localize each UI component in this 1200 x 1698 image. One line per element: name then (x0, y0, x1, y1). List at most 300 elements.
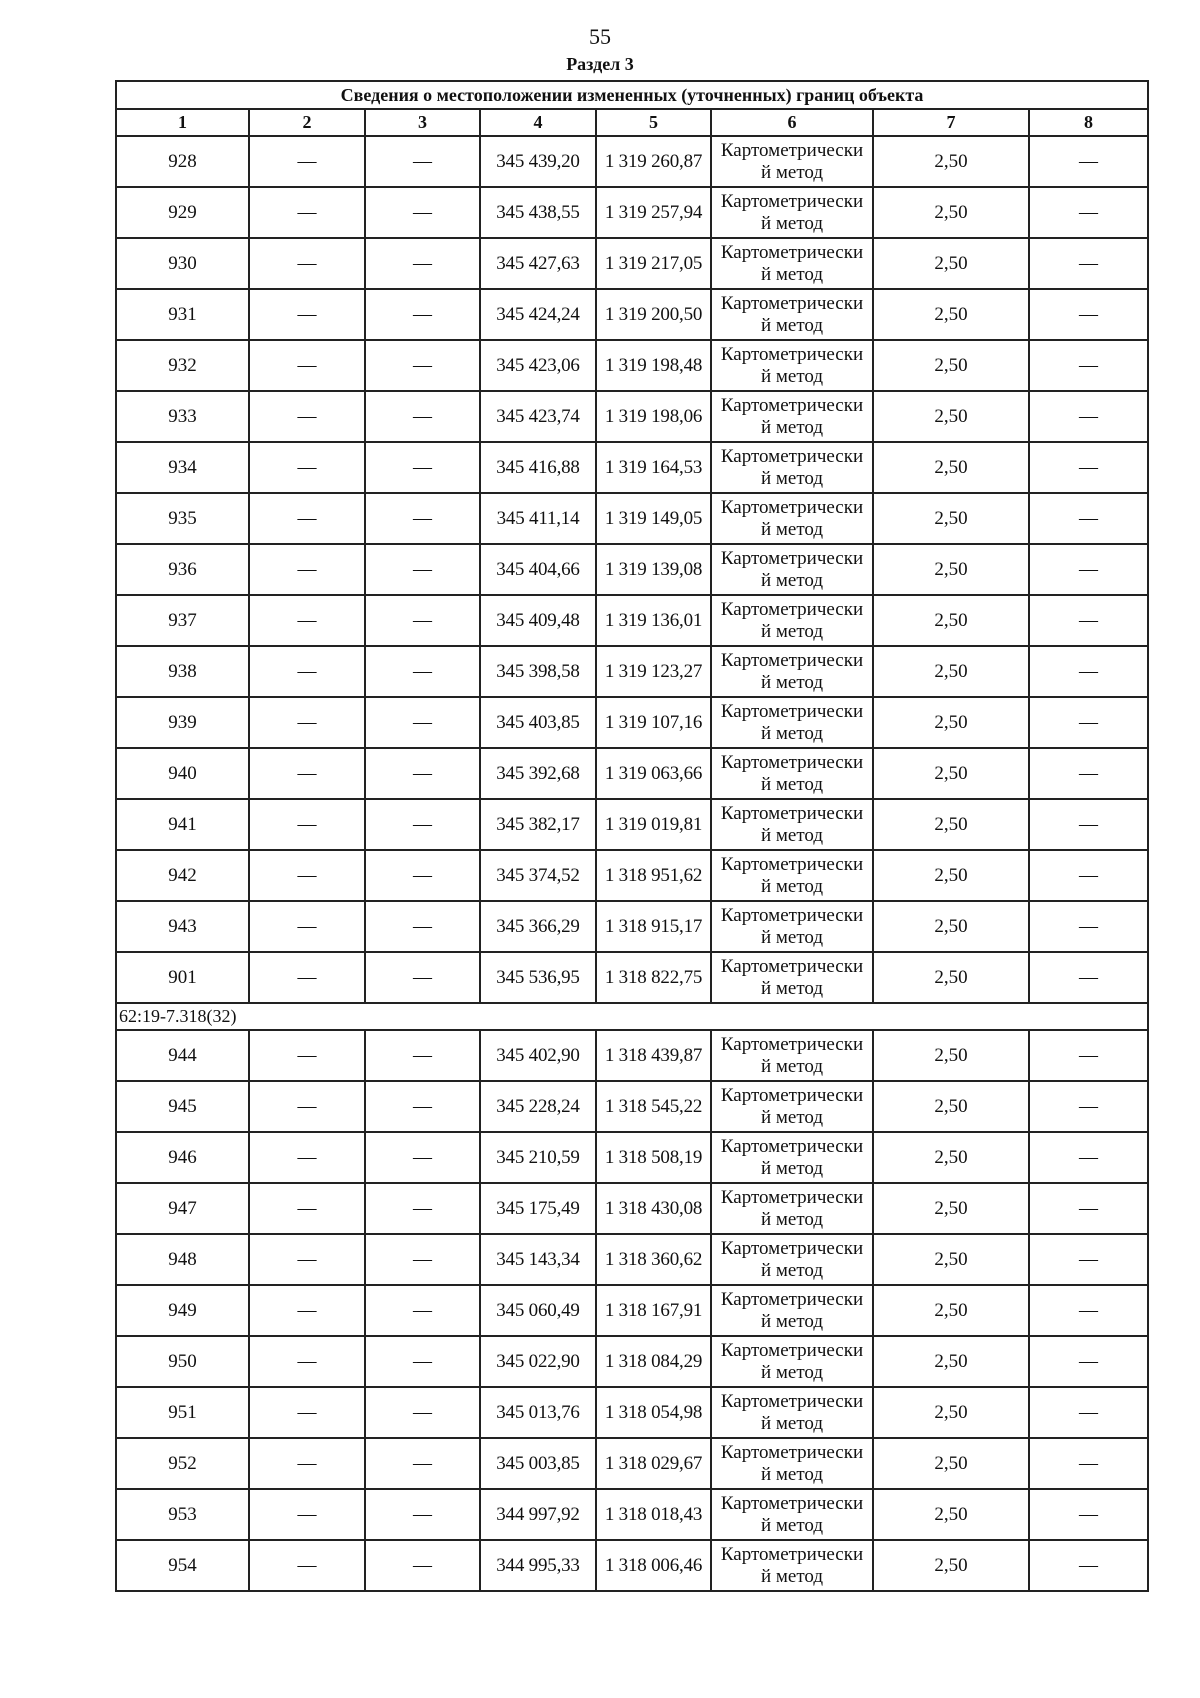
y-coordinate-cell: 1 319 164,53 (596, 442, 711, 493)
method-text-line: Картометрически (720, 1543, 864, 1565)
empty-cell: — (1029, 1285, 1148, 1336)
y-coordinate-cell: 1 318 822,75 (596, 952, 711, 1003)
method-text-line: й метод (760, 1412, 824, 1434)
point-number-cell: 948 (116, 1234, 249, 1285)
method-text-line: Картометрически (720, 1390, 864, 1412)
column-header: 2 (249, 109, 365, 136)
method-text-line: й метод (760, 926, 824, 948)
table-row (116, 850, 1148, 901)
column-header: 3 (365, 109, 480, 136)
empty-cell: — (249, 850, 365, 901)
empty-cell: — (249, 340, 365, 391)
accuracy-cell: 2,50 (873, 799, 1029, 850)
point-number-cell: 950 (116, 1336, 249, 1387)
method-text-line: Картометрически (720, 700, 864, 722)
x-coordinate-cell: 345 404,66 (480, 544, 596, 595)
section-title: Раздел 3 (566, 54, 634, 74)
y-coordinate-cell: 1 318 006,46 (596, 1540, 711, 1591)
accuracy-cell: 2,50 (873, 646, 1029, 697)
empty-cell: — (249, 1030, 365, 1081)
point-number-cell: 930 (116, 238, 249, 289)
point-number-cell: 945 (116, 1081, 249, 1132)
method-cell (711, 493, 873, 544)
x-coordinate-cell: 345 175,49 (480, 1183, 596, 1234)
method-text-line: Картометрически (720, 139, 864, 161)
empty-cell: — (249, 493, 365, 544)
column-header: 1 (116, 109, 249, 136)
point-number-cell: 934 (116, 442, 249, 493)
empty-cell: — (249, 748, 365, 799)
method-cell (711, 391, 873, 442)
method-cell (711, 850, 873, 901)
method-text-line: Картометрически (720, 649, 864, 671)
y-coordinate-cell: 1 318 084,29 (596, 1336, 711, 1387)
point-number-cell: 901 (116, 952, 249, 1003)
empty-cell: — (249, 1489, 365, 1540)
empty-cell: — (249, 1234, 365, 1285)
empty-cell: — (1029, 901, 1148, 952)
method-cell (711, 1132, 873, 1183)
accuracy-cell: 2,50 (873, 493, 1029, 544)
method-text-line: й метод (760, 1565, 824, 1587)
method-text-line: Картометрически (720, 1339, 864, 1361)
x-coordinate-cell: 345 060,49 (480, 1285, 596, 1336)
empty-cell: — (365, 493, 480, 544)
point-number-cell: 951 (116, 1387, 249, 1438)
method-text-line: Картометрически (720, 904, 864, 926)
empty-cell: — (1029, 289, 1148, 340)
y-coordinate-cell: 1 319 260,87 (596, 136, 711, 187)
x-coordinate-cell: 345 228,24 (480, 1081, 596, 1132)
method-text-line: Картометрически (720, 1492, 864, 1514)
empty-cell: — (365, 697, 480, 748)
table-row (116, 1081, 1148, 1132)
table-caption: Сведения о местоположении измененных (уточненных) границ объекта (116, 81, 1148, 109)
method-cell (711, 1336, 873, 1387)
empty-cell: — (1029, 187, 1148, 238)
method-cell (711, 646, 873, 697)
method-text-line: й метод (760, 620, 824, 642)
empty-cell: — (365, 187, 480, 238)
empty-cell: — (365, 901, 480, 952)
method-cell (711, 1234, 873, 1285)
method-cell (711, 799, 873, 850)
group-label-row (116, 1003, 1148, 1030)
empty-cell: — (249, 442, 365, 493)
empty-cell: — (249, 595, 365, 646)
method-cell (711, 1540, 873, 1591)
x-coordinate-cell: 345 427,63 (480, 238, 596, 289)
y-coordinate-cell: 1 318 545,22 (596, 1081, 711, 1132)
method-text-line: й метод (760, 1055, 824, 1077)
empty-cell: — (249, 238, 365, 289)
accuracy-cell: 2,50 (873, 1387, 1029, 1438)
empty-cell: — (1029, 136, 1148, 187)
x-coordinate-cell: 344 997,92 (480, 1489, 596, 1540)
table-row (116, 391, 1148, 442)
table-row (116, 136, 1148, 187)
point-number-cell: 936 (116, 544, 249, 595)
method-text-line: й метод (760, 314, 824, 336)
x-coordinate-cell: 345 438,55 (480, 187, 596, 238)
empty-cell: — (249, 136, 365, 187)
point-number-cell: 943 (116, 901, 249, 952)
point-number-cell: 939 (116, 697, 249, 748)
method-cell (711, 595, 873, 646)
point-number-cell: 947 (116, 1183, 249, 1234)
method-cell (711, 289, 873, 340)
table-row (116, 1030, 1148, 1081)
x-coordinate-cell: 345 366,29 (480, 901, 596, 952)
empty-cell: — (1029, 238, 1148, 289)
method-text-line: Картометрически (720, 1288, 864, 1310)
accuracy-cell: 2,50 (873, 136, 1029, 187)
method-cell (711, 748, 873, 799)
table-row (116, 289, 1148, 340)
empty-cell: — (365, 1081, 480, 1132)
x-coordinate-cell: 345 409,48 (480, 595, 596, 646)
table-row (116, 1438, 1148, 1489)
y-coordinate-cell: 1 319 107,16 (596, 697, 711, 748)
y-coordinate-cell: 1 319 149,05 (596, 493, 711, 544)
method-text-line: й метод (760, 1157, 824, 1179)
empty-cell: — (365, 1540, 480, 1591)
empty-cell: — (1029, 1030, 1148, 1081)
method-text-line: й метод (760, 161, 824, 183)
empty-cell: — (1029, 952, 1148, 1003)
empty-cell: — (1029, 1183, 1148, 1234)
method-text-line: й метод (760, 1310, 824, 1332)
empty-cell: — (365, 238, 480, 289)
method-text-line: Картометрически (720, 1441, 864, 1463)
x-coordinate-cell: 344 995,33 (480, 1540, 596, 1591)
empty-cell: — (249, 646, 365, 697)
method-cell (711, 697, 873, 748)
table-row (116, 1387, 1148, 1438)
accuracy-cell: 2,50 (873, 1234, 1029, 1285)
method-text-line: й метод (760, 1208, 824, 1230)
empty-cell: — (249, 544, 365, 595)
x-coordinate-cell: 345 398,58 (480, 646, 596, 697)
empty-cell: — (249, 799, 365, 850)
table-row (116, 238, 1148, 289)
x-coordinate-cell: 345 210,59 (480, 1132, 596, 1183)
x-coordinate-cell: 345 143,34 (480, 1234, 596, 1285)
empty-cell: — (249, 1387, 365, 1438)
empty-cell: — (365, 442, 480, 493)
method-cell (711, 187, 873, 238)
x-coordinate-cell: 345 536,95 (480, 952, 596, 1003)
empty-cell: — (249, 901, 365, 952)
y-coordinate-cell: 1 319 136,01 (596, 595, 711, 646)
cadastral-group-label: 62:19-7.318(32) (116, 1003, 1148, 1030)
empty-cell: — (365, 952, 480, 1003)
method-text-line: й метод (760, 569, 824, 591)
table-row (116, 1132, 1148, 1183)
method-text-line: й метод (760, 1361, 824, 1383)
table-row (116, 1285, 1148, 1336)
empty-cell: — (1029, 748, 1148, 799)
method-text-line: Картометрически (720, 955, 864, 977)
method-cell (711, 1387, 873, 1438)
empty-cell: — (365, 391, 480, 442)
accuracy-cell: 2,50 (873, 1336, 1029, 1387)
method-text-line: й метод (760, 467, 824, 489)
accuracy-cell: 2,50 (873, 544, 1029, 595)
accuracy-cell: 2,50 (873, 850, 1029, 901)
method-text-line: й метод (760, 875, 824, 897)
point-number-cell: 933 (116, 391, 249, 442)
point-number-cell: 946 (116, 1132, 249, 1183)
method-text-line: й метод (760, 1463, 824, 1485)
table-row (116, 493, 1148, 544)
empty-cell: — (365, 340, 480, 391)
x-coordinate-cell: 345 439,20 (480, 136, 596, 187)
empty-cell: — (1029, 340, 1148, 391)
table-row (116, 952, 1148, 1003)
empty-cell: — (365, 799, 480, 850)
empty-cell: — (249, 1438, 365, 1489)
table-row (116, 799, 1148, 850)
x-coordinate-cell: 345 403,85 (480, 697, 596, 748)
y-coordinate-cell: 1 318 439,87 (596, 1030, 711, 1081)
y-coordinate-cell: 1 318 508,19 (596, 1132, 711, 1183)
table-row (116, 697, 1148, 748)
empty-cell: — (365, 1285, 480, 1336)
method-text-line: й метод (760, 824, 824, 846)
table-row (116, 901, 1148, 952)
point-number-cell: 949 (116, 1285, 249, 1336)
empty-cell: — (365, 850, 480, 901)
accuracy-cell: 2,50 (873, 1183, 1029, 1234)
empty-cell: — (365, 748, 480, 799)
empty-cell: — (1029, 799, 1148, 850)
point-number-cell: 952 (116, 1438, 249, 1489)
accuracy-cell: 2,50 (873, 1285, 1029, 1336)
empty-cell: — (249, 391, 365, 442)
empty-cell: — (1029, 1438, 1148, 1489)
method-text-line: Картометрически (720, 496, 864, 518)
accuracy-cell: 2,50 (873, 340, 1029, 391)
x-coordinate-cell: 345 003,85 (480, 1438, 596, 1489)
method-text-line: Картометрически (720, 1186, 864, 1208)
table-row (116, 646, 1148, 697)
boundary-coordinates-table (115, 80, 1149, 1592)
x-coordinate-cell: 345 392,68 (480, 748, 596, 799)
empty-cell: — (1029, 1540, 1148, 1591)
empty-cell: — (1029, 1234, 1148, 1285)
point-number-cell: 932 (116, 340, 249, 391)
y-coordinate-cell: 1 319 123,27 (596, 646, 711, 697)
method-text-line: Картометрически (720, 292, 864, 314)
empty-cell: — (365, 136, 480, 187)
empty-cell: — (1029, 1489, 1148, 1540)
method-text-line: Картометрически (720, 751, 864, 773)
method-cell (711, 340, 873, 391)
method-text-line: Картометрически (720, 1084, 864, 1106)
empty-cell: — (1029, 544, 1148, 595)
empty-cell: — (365, 1234, 480, 1285)
y-coordinate-cell: 1 319 063,66 (596, 748, 711, 799)
empty-cell: — (365, 646, 480, 697)
accuracy-cell: 2,50 (873, 238, 1029, 289)
empty-cell: — (1029, 1081, 1148, 1132)
method-cell (711, 1285, 873, 1336)
empty-cell: — (365, 1438, 480, 1489)
method-cell (711, 1489, 873, 1540)
y-coordinate-cell: 1 318 360,62 (596, 1234, 711, 1285)
accuracy-cell: 2,50 (873, 1030, 1029, 1081)
table-row (116, 1336, 1148, 1387)
method-cell (711, 238, 873, 289)
table-row (116, 187, 1148, 238)
empty-cell: — (249, 289, 365, 340)
table-row (116, 1183, 1148, 1234)
empty-cell: — (249, 952, 365, 1003)
empty-cell: — (249, 1285, 365, 1336)
accuracy-cell: 2,50 (873, 187, 1029, 238)
method-text-line: й метод (760, 212, 824, 234)
method-text-line: Картометрически (720, 190, 864, 212)
empty-cell: — (1029, 1387, 1148, 1438)
y-coordinate-cell: 1 318 054,98 (596, 1387, 711, 1438)
point-number-cell: 941 (116, 799, 249, 850)
method-cell (711, 1081, 873, 1132)
method-text-line: й метод (760, 365, 824, 387)
method-text-line: Картометрически (720, 1033, 864, 1055)
method-cell (711, 442, 873, 493)
x-coordinate-cell: 345 374,52 (480, 850, 596, 901)
empty-cell: — (1029, 595, 1148, 646)
accuracy-cell: 2,50 (873, 697, 1029, 748)
empty-cell: — (365, 1387, 480, 1438)
accuracy-cell: 2,50 (873, 391, 1029, 442)
y-coordinate-cell: 1 318 915,17 (596, 901, 711, 952)
empty-cell: — (1029, 697, 1148, 748)
point-number-cell: 940 (116, 748, 249, 799)
empty-cell: — (365, 1489, 480, 1540)
table-body (116, 136, 1148, 1591)
y-coordinate-cell: 1 319 198,48 (596, 340, 711, 391)
empty-cell: — (249, 1081, 365, 1132)
method-cell (711, 1030, 873, 1081)
table-row (116, 544, 1148, 595)
method-text-line: й метод (760, 1259, 824, 1281)
point-number-cell: 953 (116, 1489, 249, 1540)
y-coordinate-cell: 1 318 951,62 (596, 850, 711, 901)
x-coordinate-cell: 345 423,74 (480, 391, 596, 442)
point-number-cell: 937 (116, 595, 249, 646)
empty-cell: — (365, 595, 480, 646)
y-coordinate-cell: 1 319 198,06 (596, 391, 711, 442)
method-text-line: Картометрически (720, 445, 864, 467)
point-number-cell: 954 (116, 1540, 249, 1591)
accuracy-cell: 2,50 (873, 442, 1029, 493)
method-text-line: Картометрически (720, 343, 864, 365)
accuracy-cell: 2,50 (873, 1132, 1029, 1183)
point-number-cell: 931 (116, 289, 249, 340)
point-number-cell: 942 (116, 850, 249, 901)
empty-cell: — (1029, 850, 1148, 901)
method-text-line: й метод (760, 773, 824, 795)
empty-cell: — (249, 1183, 365, 1234)
column-header: 8 (1029, 109, 1148, 136)
empty-cell: — (249, 1540, 365, 1591)
method-cell (711, 544, 873, 595)
accuracy-cell: 2,50 (873, 595, 1029, 646)
y-coordinate-cell: 1 319 217,05 (596, 238, 711, 289)
accuracy-cell: 2,50 (873, 289, 1029, 340)
accuracy-cell: 2,50 (873, 748, 1029, 799)
method-text-line: Картометрически (720, 853, 864, 875)
empty-cell: — (249, 1336, 365, 1387)
page-number: 55 (589, 24, 611, 49)
method-text-line: Картометрически (720, 241, 864, 263)
empty-cell: — (365, 1336, 480, 1387)
method-text-line: й метод (760, 416, 824, 438)
column-header: 4 (480, 109, 596, 136)
x-coordinate-cell: 345 423,06 (480, 340, 596, 391)
empty-cell: — (365, 544, 480, 595)
method-text-line: й метод (760, 671, 824, 693)
method-text-line: Картометрически (720, 1135, 864, 1157)
method-text-line: й метод (760, 977, 824, 999)
table-row (116, 1234, 1148, 1285)
table-row (116, 340, 1148, 391)
method-cell (711, 901, 873, 952)
empty-cell: — (1029, 1132, 1148, 1183)
empty-cell: — (365, 1183, 480, 1234)
x-coordinate-cell: 345 022,90 (480, 1336, 596, 1387)
y-coordinate-cell: 1 319 200,50 (596, 289, 711, 340)
accuracy-cell: 2,50 (873, 952, 1029, 1003)
table-row (116, 595, 1148, 646)
method-text-line: й метод (760, 1106, 824, 1128)
y-coordinate-cell: 1 319 139,08 (596, 544, 711, 595)
y-coordinate-cell: 1 319 257,94 (596, 187, 711, 238)
method-cell (711, 136, 873, 187)
method-cell (711, 952, 873, 1003)
accuracy-cell: 2,50 (873, 1081, 1029, 1132)
empty-cell: — (1029, 442, 1148, 493)
method-text-line: Картометрически (720, 547, 864, 569)
empty-cell: — (365, 289, 480, 340)
accuracy-cell: 2,50 (873, 1489, 1029, 1540)
method-cell (711, 1438, 873, 1489)
method-text-line: й метод (760, 722, 824, 744)
accuracy-cell: 2,50 (873, 901, 1029, 952)
point-number-cell: 935 (116, 493, 249, 544)
empty-cell: — (365, 1030, 480, 1081)
method-text-line: й метод (760, 1514, 824, 1536)
x-coordinate-cell: 345 411,14 (480, 493, 596, 544)
method-text-line: Картометрически (720, 598, 864, 620)
x-coordinate-cell: 345 013,76 (480, 1387, 596, 1438)
method-text-line: Картометрически (720, 394, 864, 416)
accuracy-cell: 2,50 (873, 1438, 1029, 1489)
point-number-cell: 944 (116, 1030, 249, 1081)
column-header: 6 (711, 109, 873, 136)
empty-cell: — (249, 697, 365, 748)
empty-cell: — (249, 187, 365, 238)
method-text-line: Картометрически (720, 802, 864, 824)
accuracy-cell: 2,50 (873, 1540, 1029, 1591)
y-coordinate-cell: 1 318 018,43 (596, 1489, 711, 1540)
column-header: 5 (596, 109, 711, 136)
column-header-row (116, 109, 1148, 136)
table-row (116, 1540, 1148, 1591)
empty-cell: — (365, 1132, 480, 1183)
